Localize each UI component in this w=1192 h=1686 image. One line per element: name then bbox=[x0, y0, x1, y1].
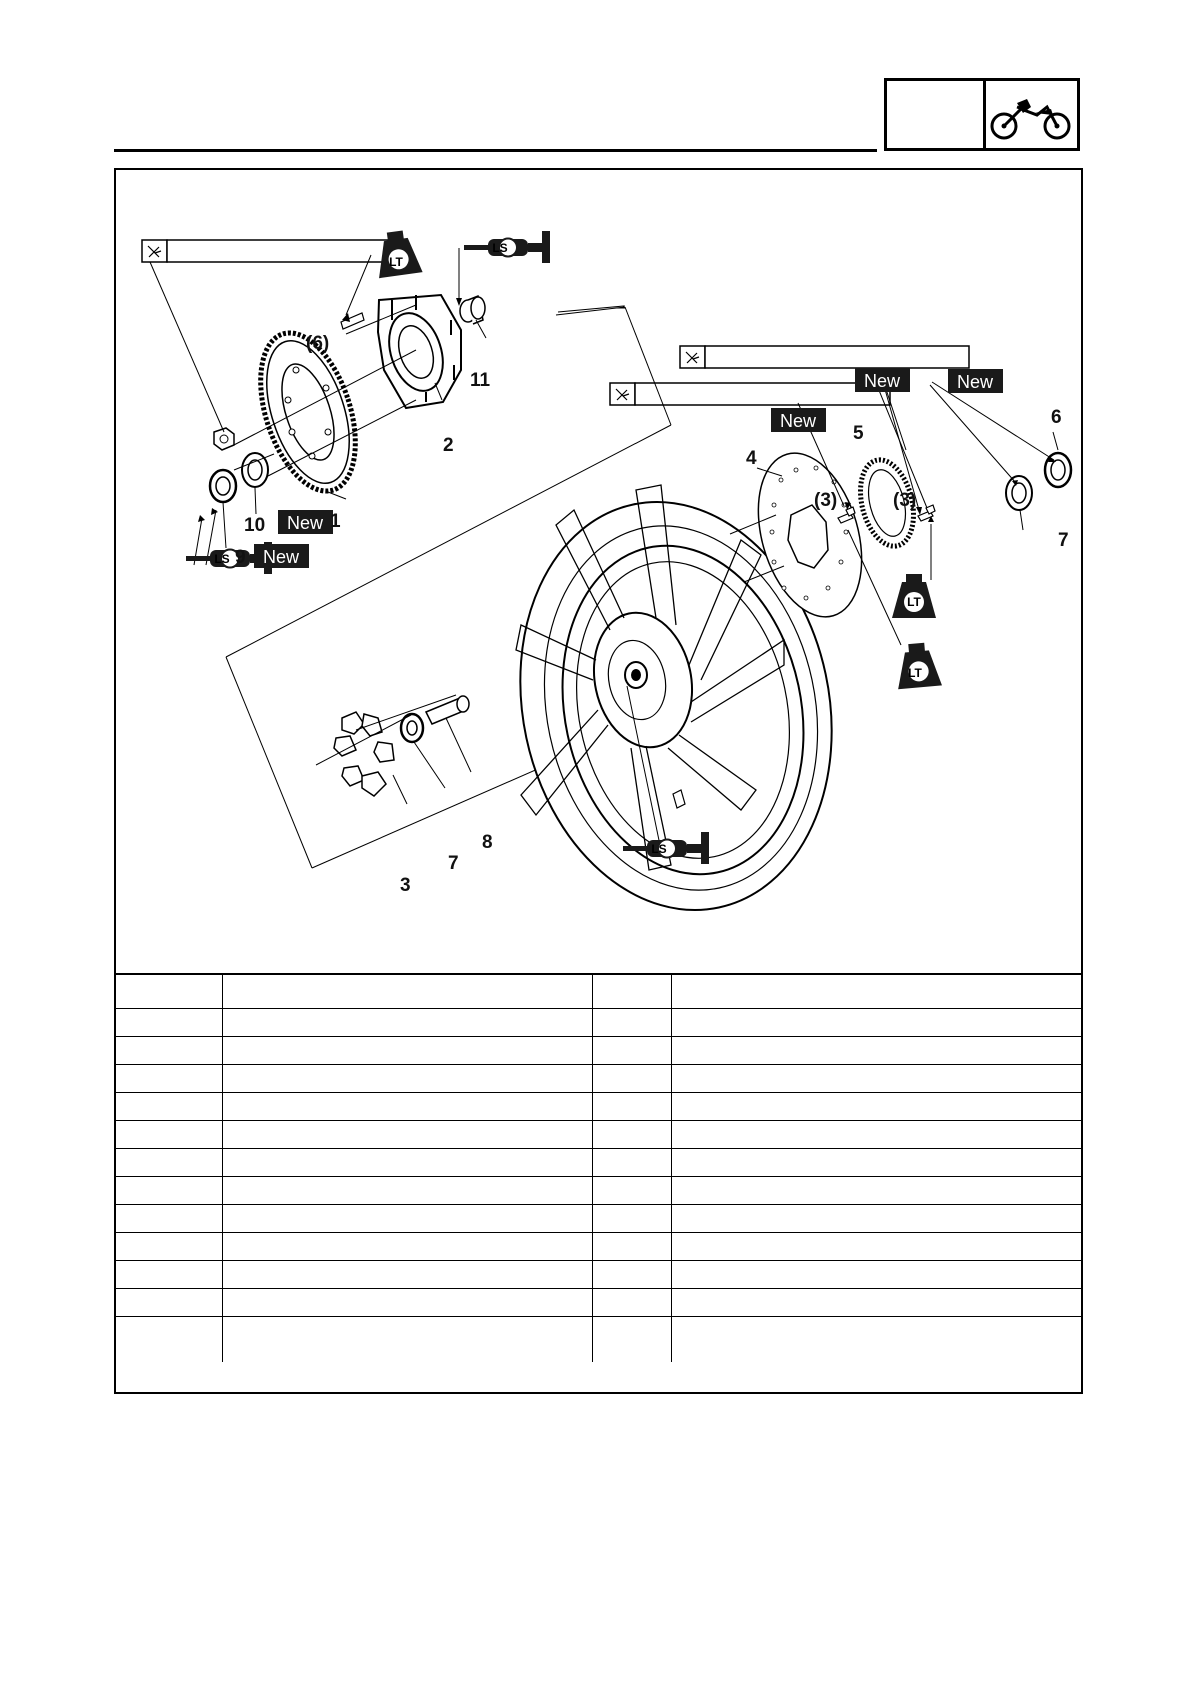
table-cell bbox=[116, 1288, 222, 1316]
quantity-label: (3) bbox=[814, 490, 838, 511]
table-row bbox=[116, 1148, 1081, 1176]
table-cell bbox=[222, 1316, 592, 1362]
table-cell bbox=[222, 974, 592, 1008]
ls-marker-label: LS bbox=[214, 552, 230, 566]
new-badge bbox=[254, 544, 309, 568]
table-cell bbox=[592, 1260, 671, 1288]
table-cell bbox=[116, 1148, 222, 1176]
ls-marker-label: LS bbox=[651, 842, 667, 856]
table-cell bbox=[116, 1316, 222, 1362]
table-cell bbox=[116, 1176, 222, 1204]
table-cell bbox=[116, 1008, 222, 1036]
new-badge bbox=[948, 369, 1003, 393]
table-cell bbox=[592, 1316, 671, 1362]
lt-marker-label: LT bbox=[389, 255, 403, 269]
svg-text:New: New bbox=[863, 371, 901, 391]
table-cell bbox=[592, 1204, 671, 1232]
table-cell bbox=[116, 974, 222, 1008]
table-cell bbox=[671, 1064, 1081, 1092]
table-row bbox=[116, 1176, 1081, 1204]
table-cell bbox=[671, 1176, 1081, 1204]
exploded-view-diagram bbox=[116, 170, 1081, 973]
bearing-7-right bbox=[1006, 476, 1032, 510]
motorcycle-icon bbox=[987, 85, 1077, 147]
table-cell bbox=[116, 1204, 222, 1232]
table-row bbox=[116, 1092, 1081, 1120]
quantity-label: (6) bbox=[306, 333, 330, 354]
table-cell bbox=[592, 974, 671, 1008]
table-cell bbox=[671, 1092, 1081, 1120]
table-cell bbox=[222, 1008, 592, 1036]
table-cell bbox=[222, 1260, 592, 1288]
table-row bbox=[116, 1288, 1081, 1316]
torque-box-sensor-bolt bbox=[610, 383, 890, 405]
table-row bbox=[116, 1316, 1081, 1362]
table-cell bbox=[222, 1120, 592, 1148]
table-cell bbox=[592, 1008, 671, 1036]
torque-box-nut bbox=[142, 240, 405, 262]
new-badge bbox=[278, 510, 333, 534]
part-label-1: 1 bbox=[330, 511, 341, 532]
new-badge bbox=[855, 368, 910, 392]
table-cell bbox=[592, 1288, 671, 1316]
table-row bbox=[116, 1064, 1081, 1092]
table-cell bbox=[671, 974, 1081, 1008]
tab-divider bbox=[983, 81, 986, 148]
torque-box-disc-bolt bbox=[680, 346, 969, 368]
table-cell bbox=[222, 1176, 592, 1204]
diagram-frame bbox=[114, 168, 1083, 1394]
table-cell bbox=[592, 1120, 671, 1148]
table-row bbox=[116, 1232, 1081, 1260]
table-cell bbox=[116, 1120, 222, 1148]
table-cell bbox=[222, 1204, 592, 1232]
table-row bbox=[116, 1260, 1081, 1288]
part-label-7: 7 bbox=[448, 853, 459, 874]
table-row bbox=[116, 1036, 1081, 1064]
table-cell bbox=[116, 1064, 222, 1092]
table-cell bbox=[592, 1092, 671, 1120]
table-cell bbox=[222, 1036, 592, 1064]
part-label-5: 5 bbox=[853, 423, 864, 444]
rear-wheel-dampers bbox=[334, 712, 394, 796]
spacer bbox=[426, 696, 469, 724]
table-cell bbox=[671, 1232, 1081, 1260]
table-row bbox=[116, 974, 1081, 1008]
svg-text:New: New bbox=[262, 547, 300, 567]
part-label-7: 7 bbox=[1058, 530, 1069, 551]
part-label-11: 11 bbox=[470, 370, 491, 391]
part-label-6: 6 bbox=[1051, 407, 1062, 428]
quantity-label: (3) bbox=[893, 490, 917, 511]
table-row bbox=[116, 1204, 1081, 1232]
part-label-2: 2 bbox=[443, 435, 454, 456]
table-cell bbox=[671, 1120, 1081, 1148]
table-cell bbox=[592, 1148, 671, 1176]
new-badge bbox=[771, 408, 826, 432]
table-row bbox=[116, 1120, 1081, 1148]
oil-seal-9 bbox=[210, 470, 236, 502]
table-cell bbox=[222, 1064, 592, 1092]
table-cell bbox=[116, 1260, 222, 1288]
table-cell bbox=[116, 1036, 222, 1064]
table-cell bbox=[222, 1148, 592, 1176]
part-label-10: 10 bbox=[244, 515, 266, 536]
collar bbox=[460, 296, 485, 324]
table-cell bbox=[116, 1232, 222, 1260]
header-rule bbox=[114, 149, 877, 152]
table-cell bbox=[222, 1288, 592, 1316]
part-label-3: 3 bbox=[400, 875, 411, 896]
part-label-9: 9 bbox=[235, 547, 246, 568]
table-cell bbox=[592, 1176, 671, 1204]
table-cell bbox=[592, 1232, 671, 1260]
table-cell bbox=[222, 1092, 592, 1120]
oil-seal-6 bbox=[1045, 453, 1071, 487]
svg-text:New: New bbox=[779, 411, 817, 431]
table-row bbox=[116, 1008, 1081, 1036]
clutch-hub bbox=[378, 295, 461, 408]
table-cell bbox=[592, 1036, 671, 1064]
lt-marker-label: LT bbox=[908, 666, 922, 680]
svg-text:New: New bbox=[956, 372, 994, 392]
part-label-4: 4 bbox=[746, 448, 757, 469]
table-cell bbox=[222, 1232, 592, 1260]
ls-marker-label: LS bbox=[492, 241, 508, 255]
part-label-8: 8 bbox=[482, 832, 493, 853]
section-tab bbox=[884, 78, 1080, 151]
table-cell bbox=[671, 1008, 1081, 1036]
stud-bolt bbox=[341, 313, 364, 329]
table-cell bbox=[671, 1148, 1081, 1176]
lt-marker-label: LT bbox=[907, 595, 921, 609]
table-cell bbox=[116, 1092, 222, 1120]
table-cell bbox=[671, 1036, 1081, 1064]
table-cell bbox=[592, 1064, 671, 1092]
table-cell bbox=[671, 1316, 1081, 1362]
parts-table bbox=[116, 973, 1081, 1362]
table-cell bbox=[671, 1204, 1081, 1232]
table-cell bbox=[671, 1288, 1081, 1316]
svg-text:New: New bbox=[286, 513, 324, 533]
table-cell bbox=[671, 1260, 1081, 1288]
